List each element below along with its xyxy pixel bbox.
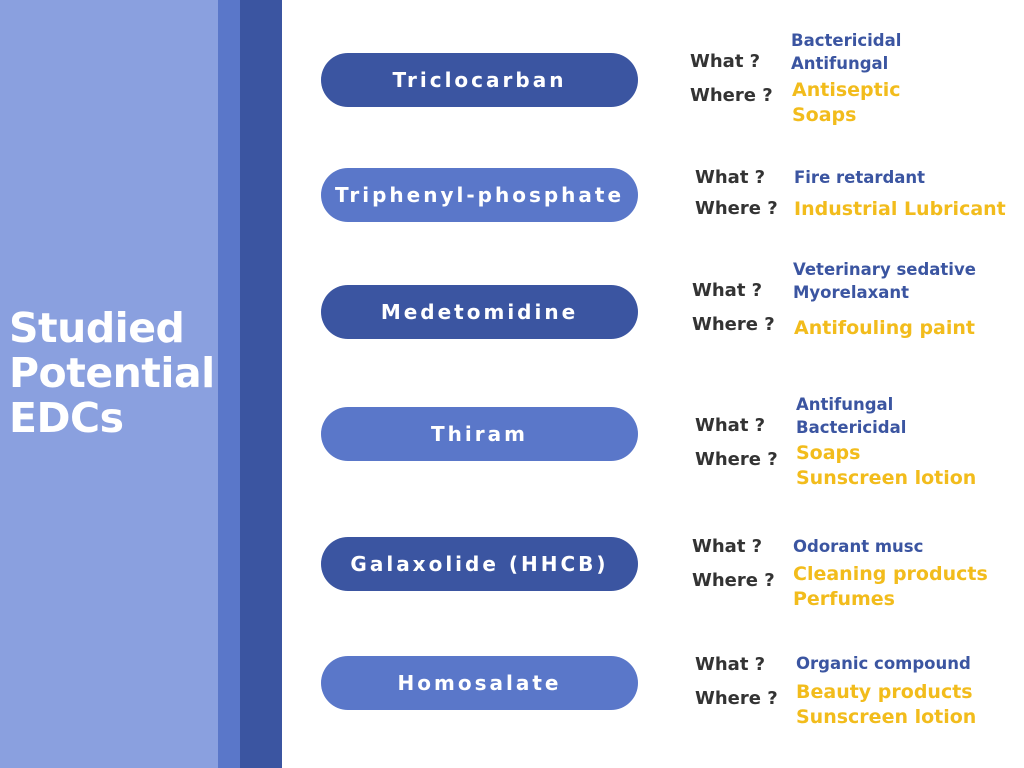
- page-title-line: EDCs: [9, 394, 124, 442]
- where-values: [794, 197, 1006, 222]
- what-value: Bactericidal: [796, 418, 907, 437]
- compound-pill-triphenyl-phosphate: [321, 168, 638, 222]
- side-band-mid: [218, 0, 240, 768]
- what-values: [793, 535, 923, 558]
- what-values: [793, 258, 976, 304]
- where-label: Where ?: [695, 198, 778, 219]
- where-values: [792, 78, 900, 128]
- where-value: Antifouling paint: [794, 317, 975, 339]
- what-label: What ?: [695, 654, 766, 675]
- what-value: Organic compound: [796, 654, 971, 673]
- where-value: Beauty products: [796, 681, 973, 703]
- compound-name: Triphenyl-phosphate: [334, 183, 625, 207]
- page-title: [9, 306, 219, 441]
- what-value: Myorelaxant: [793, 283, 910, 302]
- where-values: [794, 316, 975, 341]
- what-label: What ?: [695, 167, 766, 188]
- where-values: [796, 441, 976, 491]
- where-label: Where ?: [690, 85, 773, 106]
- where-label: Where ?: [692, 314, 775, 335]
- what-value: Antifungal: [796, 395, 894, 414]
- what-values: [794, 166, 925, 189]
- compound-name: Galaxolide (HHCB): [350, 552, 609, 576]
- what-values: [796, 393, 906, 439]
- where-value: Cleaning products: [793, 563, 988, 585]
- compound-name: Homosalate: [397, 671, 562, 695]
- what-label: What ?: [695, 415, 766, 436]
- where-label: Where ?: [692, 570, 775, 591]
- where-value: Sunscreen lotion: [796, 467, 977, 489]
- compound-pill-galaxolide: [321, 537, 638, 591]
- what-value: Veterinary sedative: [793, 260, 976, 279]
- what-values: [791, 29, 901, 75]
- what-value: Odorant musc: [793, 537, 924, 556]
- what-label: What ?: [690, 51, 761, 72]
- what-label: What ?: [692, 280, 763, 301]
- compound-name: Medetomidine: [380, 300, 579, 324]
- compound-name: Triclocarban: [392, 68, 567, 92]
- compound-name: Thiram: [431, 422, 528, 446]
- compound-pill-homosalate: [321, 656, 638, 710]
- what-value: Antifungal: [791, 54, 889, 73]
- page-title-line: Studied: [9, 304, 185, 352]
- where-values: [796, 680, 976, 730]
- what-value: Bactericidal: [791, 31, 902, 50]
- where-value: Industrial Lubricant: [794, 198, 1006, 220]
- where-values: [793, 562, 988, 612]
- page-title-line: Potential: [9, 349, 215, 397]
- where-label: Where ?: [695, 688, 778, 709]
- where-value: Soaps: [792, 104, 857, 126]
- what-values: [796, 652, 971, 675]
- where-value: Antiseptic: [792, 79, 901, 101]
- where-value: Perfumes: [793, 588, 895, 610]
- compound-pill-triclocarban: [321, 53, 638, 107]
- side-band-dark: [240, 0, 282, 768]
- where-label: Where ?: [695, 449, 778, 470]
- where-value: Sunscreen lotion: [796, 706, 977, 728]
- what-label: What ?: [692, 536, 763, 557]
- compound-pill-thiram: [321, 407, 638, 461]
- where-value: Soaps: [796, 442, 861, 464]
- what-value: Fire retardant: [794, 168, 926, 187]
- compound-pill-medetomidine: [321, 285, 638, 339]
